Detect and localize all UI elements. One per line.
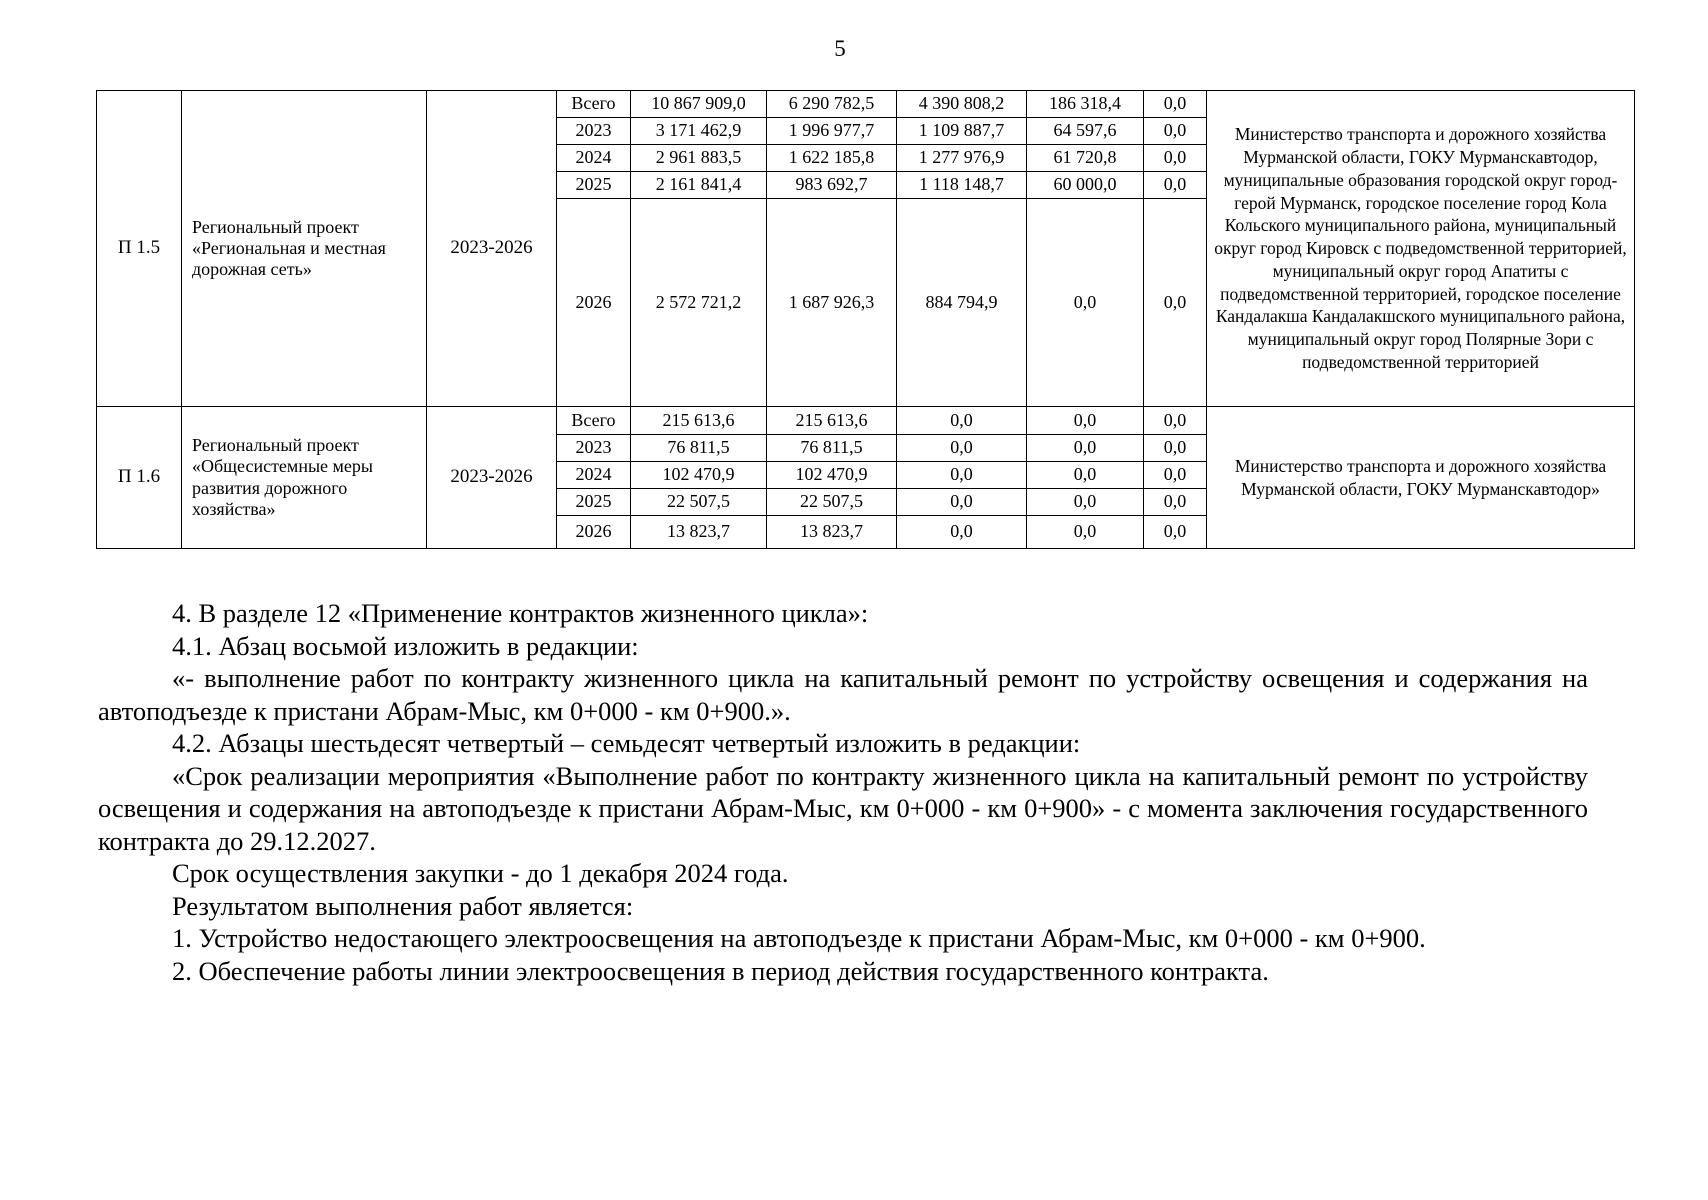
row-code: П 1.5 — [97, 91, 182, 407]
amount-cell: 76 811,5 — [631, 435, 767, 462]
year-cell: 2023 — [557, 435, 631, 462]
amount-cell: 0,0 — [897, 407, 1027, 435]
amount-cell: 102 470,9 — [767, 462, 897, 489]
paragraph-4-1: 4.1. Абзац восьмой изложить в редакции: — [172, 630, 639, 661]
table-row — [97, 91, 1635, 118]
amount-cell: 0,0 — [1144, 145, 1207, 172]
amount-cell: 64 597,6 — [1027, 118, 1144, 145]
row-period: 2023-2026 — [427, 407, 557, 549]
year-cell: 2025 — [557, 172, 631, 199]
amount-cell: 2 572 721,2 — [631, 199, 767, 407]
year-cell: 2026 — [557, 199, 631, 407]
paragraph-section-12: 4. В разделе 12 «Применение контрактов жизненного цикла»: — [172, 598, 869, 628]
year-cell: 2024 — [557, 462, 631, 489]
row-project-name: Региональный проект «Общесистемные меры развития дорожного хозяйства» — [182, 407, 427, 549]
amount-cell: 4 390 808,2 — [897, 91, 1027, 118]
amount-cell: 0,0 — [1144, 435, 1207, 462]
amount-cell: 0,0 — [1027, 516, 1144, 549]
amount-cell: 0,0 — [1027, 462, 1144, 489]
amount-cell: 1 687 926,3 — [767, 199, 897, 407]
amount-cell: 2 961 883,5 — [631, 145, 767, 172]
row-period: 2023-2026 — [427, 91, 557, 407]
year-cell: 2025 — [557, 489, 631, 516]
amount-cell: 1 277 976,9 — [897, 145, 1027, 172]
body-text — [98, 597, 1588, 987]
paragraph-quote-1: «- выполнение работ по контракту жизненного цикла на капитальный ремонт по устройству освещения и содержания на автоподъезде к пристани Абрам-Мыс, км 0+000 - км 0+900.». — [98, 663, 1588, 726]
amount-cell: 0,0 — [1144, 407, 1207, 435]
amount-cell: 0,0 — [897, 516, 1027, 549]
amount-cell: 1 622 185,8 — [767, 145, 897, 172]
amount-cell: 0,0 — [1027, 199, 1144, 407]
amount-cell: 1 109 887,7 — [897, 118, 1027, 145]
amount-cell: 60 000,0 — [1027, 172, 1144, 199]
budget-table-body — [97, 91, 1635, 549]
amount-cell: 0,0 — [897, 489, 1027, 516]
amount-cell: 22 507,5 — [767, 489, 897, 516]
amount-cell: 76 811,5 — [767, 435, 897, 462]
amount-cell: 0,0 — [1144, 516, 1207, 549]
amount-cell: 0,0 — [1144, 462, 1207, 489]
amount-cell: 13 823,7 — [631, 516, 767, 549]
amount-cell: 186 318,4 — [1027, 91, 1144, 118]
amount-cell: 0,0 — [1144, 118, 1207, 145]
paragraph-quote-2: «Срок реализации мероприятия «Выполнение работ по контракту жизненного цикла на капитальный ремонт по устройству освещения и содержания на автоподъезде к пристани Абрам-Мыс, км 0+000 - км 0+900» - с момента заключения государственного контракта до 29.12.2027. — [98, 760, 1588, 856]
paragraph-result-2: 2. Обеспечение работы линии электроосвещения в период действия государственного контракта. — [172, 955, 1269, 986]
year-cell: Всего — [557, 91, 631, 118]
amount-cell: 0,0 — [1144, 489, 1207, 516]
amount-cell: 1 118 148,7 — [897, 172, 1027, 199]
paragraph-result-intro: Результатом выполнения работ является: — [172, 890, 634, 921]
amount-cell: 0,0 — [897, 462, 1027, 489]
table-row — [97, 407, 1635, 435]
amount-cell: 0,0 — [1144, 199, 1207, 407]
amount-cell: 0,0 — [1027, 435, 1144, 462]
paragraph-result-1: 1. Устройство недостающего электроосвещения на автоподъезде к пристани Абрам-Мыс, км 0+000 - км 0+900. — [172, 923, 1426, 953]
year-cell: 2024 — [557, 145, 631, 172]
amount-cell: 102 470,9 — [631, 462, 767, 489]
row-code: П 1.6 — [97, 407, 182, 549]
amount-cell: 0,0 — [1144, 91, 1207, 118]
amount-cell: 6 290 782,5 — [767, 91, 897, 118]
amount-cell: 10 867 909,0 — [631, 91, 767, 118]
amount-cell: 215 613,6 — [631, 407, 767, 435]
budget-table — [96, 90, 1635, 549]
paragraph-4-2: 4.2. Абзацы шестьдесят четвертый – семьдесят четвертый изложить в редакции: — [172, 728, 1081, 758]
amount-cell: 13 823,7 — [767, 516, 897, 549]
amount-cell: 215 613,6 — [767, 407, 897, 435]
year-cell: Всего — [557, 407, 631, 435]
row-executor: Министерство транспорта и дорожного хозяйства Мурманской области, ГОКУ Мурманскавтодор, муниципальные образования городской округ город-герой Мурманск, городское поселение город Кола Кольского муниципального района, муниципальный округ город Кировск с подведомственной территорией, муниципальный округ город Апатиты с подведомственной территорией, городское поселение Кандалакша Кандалакшского муниципального района, муниципальный округ город Полярные Зори с подведомственной территорией — [1207, 91, 1635, 407]
amount-cell: 3 171 462,9 — [631, 118, 767, 145]
amount-cell: 22 507,5 — [631, 489, 767, 516]
year-cell: 2026 — [557, 516, 631, 549]
amount-cell: 2 161 841,4 — [631, 172, 767, 199]
amount-cell: 0,0 — [1027, 489, 1144, 516]
row-executor: Министерство транспорта и дорожного хозяйства Мурманской области, ГОКУ Мурманскавтодор» — [1207, 407, 1635, 549]
amount-cell: 0,0 — [1144, 172, 1207, 199]
year-cell: 2023 — [557, 118, 631, 145]
paragraph-procurement-term: Срок осуществления закупки - до 1 декабря 2024 года. — [172, 858, 789, 888]
page-number: 5 — [834, 36, 846, 61]
amount-cell: 1 996 977,7 — [767, 118, 897, 145]
amount-cell: 61 720,8 — [1027, 145, 1144, 172]
amount-cell: 0,0 — [897, 435, 1027, 462]
amount-cell: 884 794,9 — [897, 199, 1027, 407]
amount-cell: 0,0 — [1027, 407, 1144, 435]
amount-cell: 983 692,7 — [767, 172, 897, 199]
row-project-name: Региональный проект «Региональная и местная дорожная сеть» — [182, 91, 427, 407]
